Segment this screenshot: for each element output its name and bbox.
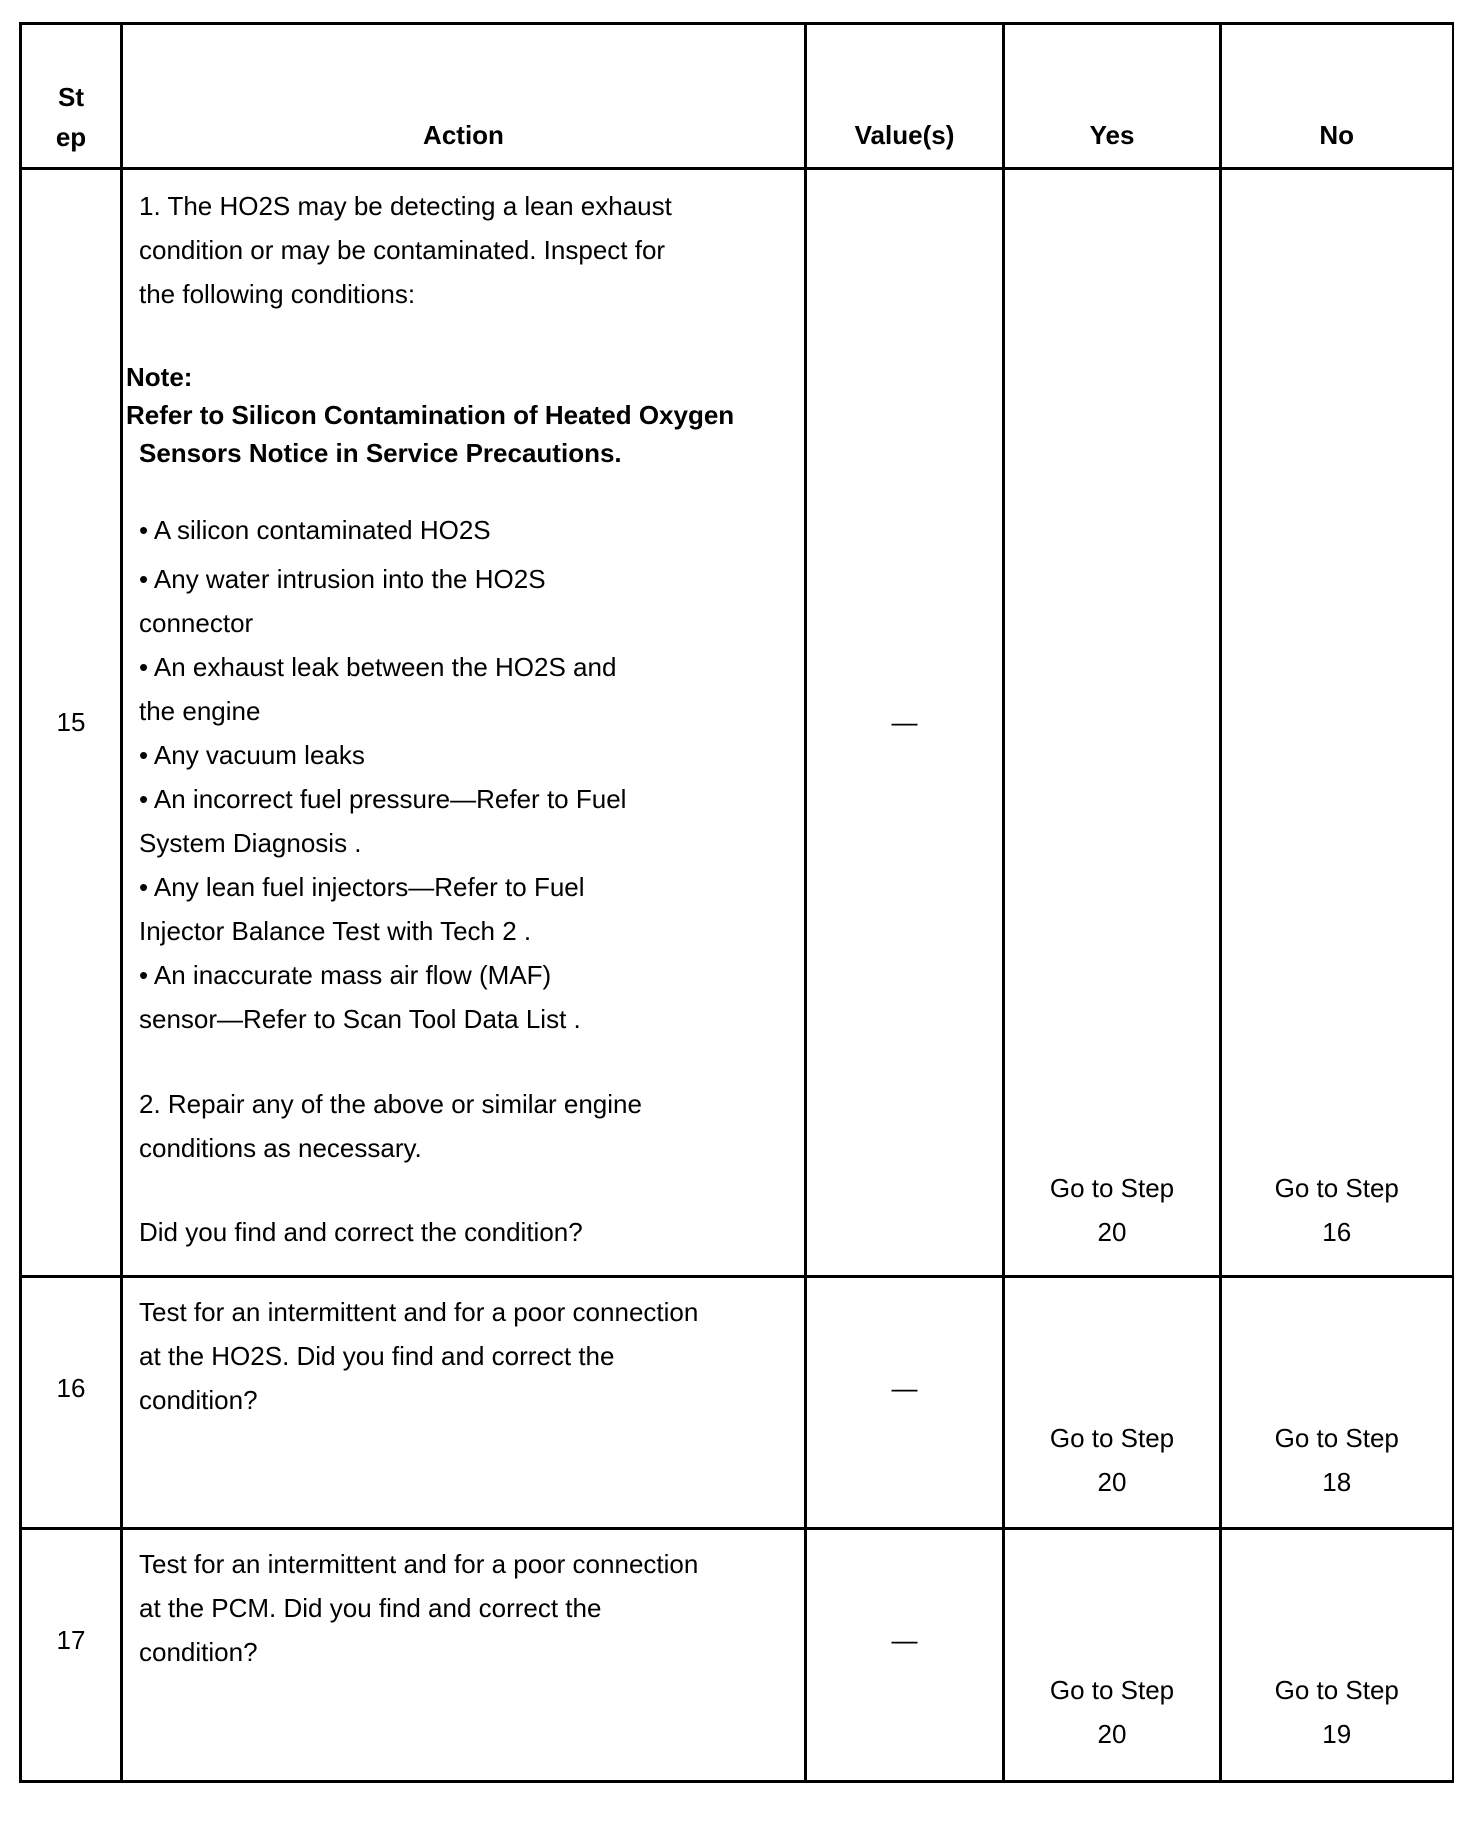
yes-step: 20 xyxy=(1097,1467,1127,1498)
header-yes: Yes xyxy=(1004,24,1221,169)
bullet-item: sensor—Refer to Scan Tool Data List . xyxy=(139,1003,581,1034)
bullet-item: • Any vacuum leaks xyxy=(139,739,365,770)
bullet-item: • Any water intrusion into the HO2S xyxy=(139,563,546,594)
action-line: at the HO2S. Did you find and correct the xyxy=(139,1341,615,1372)
header-step-line1: St xyxy=(58,81,84,112)
bullet-item: the engine xyxy=(139,695,261,726)
step-number: 16 xyxy=(56,1373,86,1404)
action-line: the following conditions: xyxy=(139,278,416,309)
no-link: Go to Step xyxy=(1274,1674,1399,1705)
action-question: Did you find and correct the condition? xyxy=(139,1216,583,1247)
yes-cell xyxy=(1004,1528,1221,1781)
action-line: Test for an intermittent and for a poor connection xyxy=(139,1297,699,1328)
action-cell xyxy=(122,1277,806,1528)
step-cell xyxy=(21,1528,122,1781)
no-link: Go to Step xyxy=(1274,1172,1399,1203)
value-cell xyxy=(806,168,1004,1277)
action-cell xyxy=(122,1528,806,1781)
no-link: Go to Step xyxy=(1274,1423,1399,1454)
header-row xyxy=(21,24,1453,169)
header-step-line2: ep xyxy=(55,121,87,152)
action-cell xyxy=(122,168,806,1277)
no-cell xyxy=(1221,1277,1453,1528)
no-cell xyxy=(1221,168,1453,1277)
action-line: conditions as necessary. xyxy=(139,1132,422,1163)
value-text: — xyxy=(891,1373,918,1404)
table-row xyxy=(21,1528,1453,1781)
yes-step: 20 xyxy=(1097,1216,1127,1247)
diagnostic-table xyxy=(19,22,1454,1783)
yes-link: Go to Step xyxy=(1049,1423,1175,1454)
bullet-item: • An incorrect fuel pressure—Refer to Fuel xyxy=(139,783,627,814)
yes-step: 20 xyxy=(1097,1718,1127,1749)
value-text: — xyxy=(891,1624,918,1655)
step-number: 15 xyxy=(56,706,86,737)
no-step: 19 xyxy=(1322,1718,1352,1749)
header-values: Value(s) xyxy=(806,24,1004,169)
action-line: 1. The HO2S may be detecting a lean exhaust xyxy=(139,190,672,221)
table-row xyxy=(21,1277,1453,1528)
yes-link: Go to Step xyxy=(1049,1172,1175,1203)
bullet-item: • An exhaust leak between the HO2S and xyxy=(139,651,617,682)
note-text: Refer to Silicon Contamination of Heated Oxygen xyxy=(126,399,735,430)
action-line: condition? xyxy=(139,1636,258,1667)
header-action: Action xyxy=(122,24,806,169)
step-cell xyxy=(21,1277,122,1528)
action-line: condition or may be contaminated. Inspect for xyxy=(139,234,666,265)
action-line: 2. Repair any of the above or similar engine xyxy=(139,1088,642,1119)
no-cell xyxy=(1221,1528,1453,1781)
step-cell xyxy=(21,168,122,1277)
yes-cell xyxy=(1004,168,1221,1277)
bullet-item: System Diagnosis . xyxy=(139,827,362,858)
no-step: 18 xyxy=(1322,1467,1352,1498)
bullet-item: connector xyxy=(139,607,254,638)
header-no: No xyxy=(1221,24,1453,169)
bullet-item: Injector Balance Test with Tech 2 . xyxy=(139,915,532,946)
value-cell xyxy=(806,1277,1004,1528)
yes-cell xyxy=(1004,1277,1221,1528)
action-line: Test for an intermittent and for a poor connection xyxy=(139,1548,699,1579)
bullet-item: • Any lean fuel injectors—Refer to Fuel xyxy=(139,871,585,902)
bullet-item: • A silicon contaminated HO2S xyxy=(139,514,491,545)
action-line: at the PCM. Did you find and correct the xyxy=(139,1592,602,1623)
value-cell xyxy=(806,1528,1004,1781)
action-line: condition? xyxy=(139,1385,258,1416)
value-text: — xyxy=(891,706,918,737)
yes-link: Go to Step xyxy=(1049,1674,1175,1705)
table-row xyxy=(21,168,1453,1277)
note-label: Note: xyxy=(126,361,193,392)
step-number: 17 xyxy=(56,1624,86,1655)
header-step xyxy=(21,24,122,169)
note-text: Sensors Notice in Service Precautions. xyxy=(139,437,622,468)
no-step: 16 xyxy=(1322,1216,1352,1247)
bullet-item: • An inaccurate mass air flow (MAF) xyxy=(139,959,552,990)
